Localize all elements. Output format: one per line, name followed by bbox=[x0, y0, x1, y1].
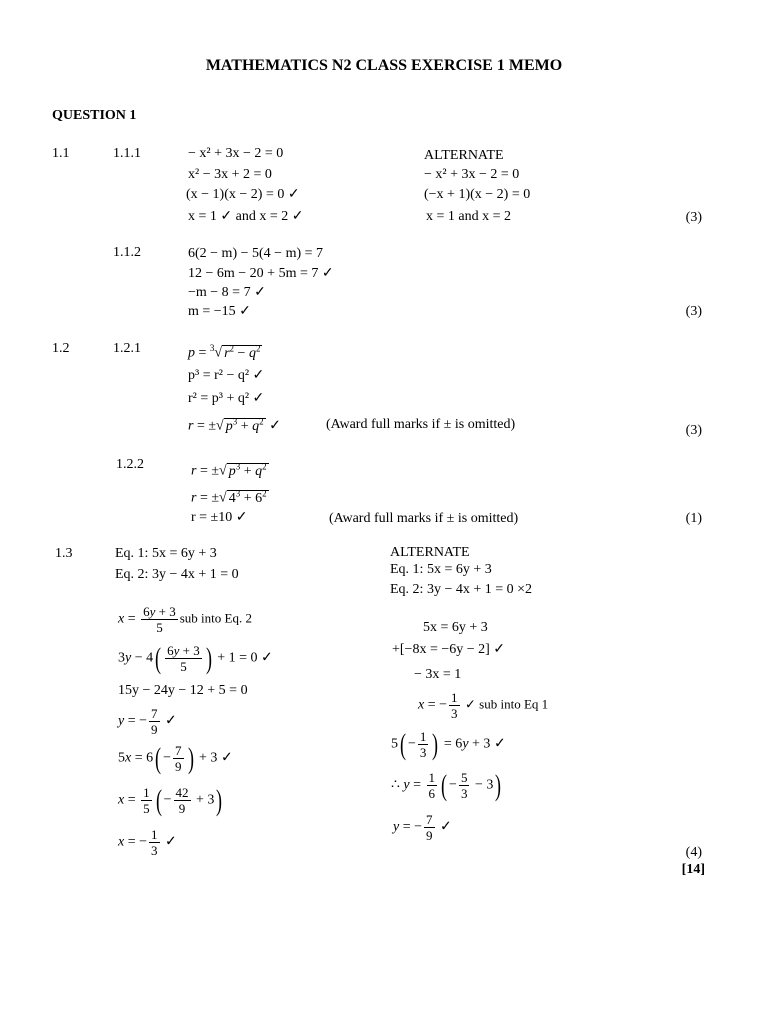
alt-equation-2: Eq. 2: 3y − 4x + 1 = 0 ×2 bbox=[390, 582, 533, 597]
mark-allocation: (3) bbox=[685, 304, 702, 319]
mark-allocation: (3) bbox=[685, 210, 702, 225]
marking-note: (Award full marks if ± is omitted) bbox=[329, 511, 519, 526]
step-substitution: 3y − 4( $\frac{6y + 3}{5}$ ) + 1 = 0 ✓ bbox=[118, 641, 273, 675]
alt-step-solve-y: ∴ y = $\frac{1}{6}$ ( − $\frac{5}{3}$ − 3) bbox=[391, 768, 502, 802]
formula-square-root: r = ±√ $p^3 + q^2$ bbox=[191, 461, 267, 479]
step-y-value: y = − $\frac{7}{9}$ ✓ bbox=[118, 706, 177, 737]
alt-step-line: − 3x = 1 bbox=[414, 667, 462, 682]
formula-square-root: r = ±√ $p^3 + q^2$ ✓ bbox=[188, 416, 281, 434]
equation-2: Eq. 2: 3y − 4x + 1 = 0 bbox=[115, 567, 239, 582]
check-icon: ✓ bbox=[165, 713, 177, 729]
alt-equation-1: Eq. 1: 5x = 6y + 3 bbox=[390, 562, 492, 577]
step-x-value: x = − $\frac{1}{3}$ ✓ bbox=[118, 827, 177, 858]
step-line: x = 1 ✓ and x = 2 ✓ bbox=[188, 209, 304, 224]
step-line: r = ±10 ✓ bbox=[191, 510, 248, 525]
alt-step-line: 5x = 6y + 3 bbox=[423, 620, 488, 635]
question-total: [14] bbox=[681, 862, 705, 877]
equation-1: Eq. 1: 5x = 6y + 3 bbox=[115, 546, 217, 561]
step-x-expression: x = $\frac{6y + 3}{5}$ sub into Eq. 2 bbox=[118, 604, 252, 635]
step-line: 6(2 − m) − 5(4 − m) = 7 bbox=[188, 246, 324, 261]
step-substitute-y: 5x = 6( − $\frac{7}{9}$ ) + 3 ✓ bbox=[118, 741, 233, 775]
step-solve-x: x = $\frac{1}{5}$ ( − $\frac{42}{9}$ + 3) bbox=[118, 783, 223, 817]
question-number-1-2: 1.2 bbox=[52, 341, 70, 356]
question-number-1-1: 1.1 bbox=[52, 146, 70, 161]
alt-step-y-value: y = − $\frac{7}{9}$ ✓ bbox=[393, 812, 452, 843]
step-line: x² − 3x + 2 = 0 bbox=[188, 167, 272, 182]
question-number-1-1-2: 1.1.2 bbox=[113, 245, 141, 260]
question-number-1-1-1: 1.1.1 bbox=[113, 146, 141, 161]
alt-step-line: − x² + 3x − 2 = 0 bbox=[424, 167, 520, 182]
check-icon: ✓ bbox=[220, 750, 233, 766]
question-number-1-2-1: 1.2.1 bbox=[113, 341, 141, 356]
alternate-label: ALTERNATE bbox=[424, 148, 504, 163]
page-title: MATHEMATICS N2 CLASS EXERCISE 1 MEMO bbox=[205, 57, 563, 74]
alt-step-x-value: x = − $\frac{1}{3}$ ✓ sub into Eq 1 bbox=[418, 690, 549, 721]
step-line: 12 − 6m − 20 + 5m = 7 ✓ bbox=[188, 266, 334, 281]
step-line: (x − 1)(x − 2) = 0 ✓ bbox=[186, 187, 300, 202]
mark-allocation: (1) bbox=[685, 511, 702, 526]
step-line: 15y − 24y − 12 + 5 = 0 bbox=[118, 683, 248, 698]
step-line: m = −15 ✓ bbox=[188, 304, 251, 319]
question-number-1-3: 1.3 bbox=[55, 546, 73, 561]
step-line: − x² + 3x − 2 = 0 bbox=[188, 146, 284, 161]
alt-step-line: x = 1 and x = 2 bbox=[426, 209, 512, 224]
mark-allocation: (3) bbox=[685, 423, 702, 438]
check-icon: ✓ bbox=[261, 650, 273, 666]
check-icon: ✓ bbox=[165, 834, 177, 850]
alt-step-line: (−x + 1)(x − 2) = 0 bbox=[424, 187, 531, 202]
formula-cube-root: p = $^3$√ $r^2 - q^2$ bbox=[188, 343, 261, 361]
question-heading: QUESTION 1 bbox=[52, 108, 137, 123]
step-line: p³ = r² − q² ✓ bbox=[188, 368, 265, 383]
alt-step-substitute: 5( − $\frac{1}{3}$ ) = 6y + 3 ✓ bbox=[391, 727, 506, 761]
alt-step-line: +[−8x = −6y − 2] ✓ bbox=[392, 642, 506, 657]
marking-note: (Award full marks if ± is omitted) bbox=[326, 417, 516, 432]
check-icon: ✓ bbox=[269, 418, 281, 434]
check-icon: ✓ bbox=[493, 736, 506, 752]
check-icon: ✓ bbox=[440, 819, 452, 835]
step-line: −m − 8 = 7 ✓ bbox=[188, 285, 266, 300]
alternate-label: ALTERNATE bbox=[390, 545, 470, 560]
formula-square-root: r = ±√ $4^3 + 6^2$ bbox=[191, 488, 267, 506]
mark-allocation: (4) bbox=[685, 845, 702, 860]
step-line: r² = p³ + q² ✓ bbox=[188, 391, 265, 406]
question-number-1-2-2: 1.2.2 bbox=[116, 457, 144, 472]
